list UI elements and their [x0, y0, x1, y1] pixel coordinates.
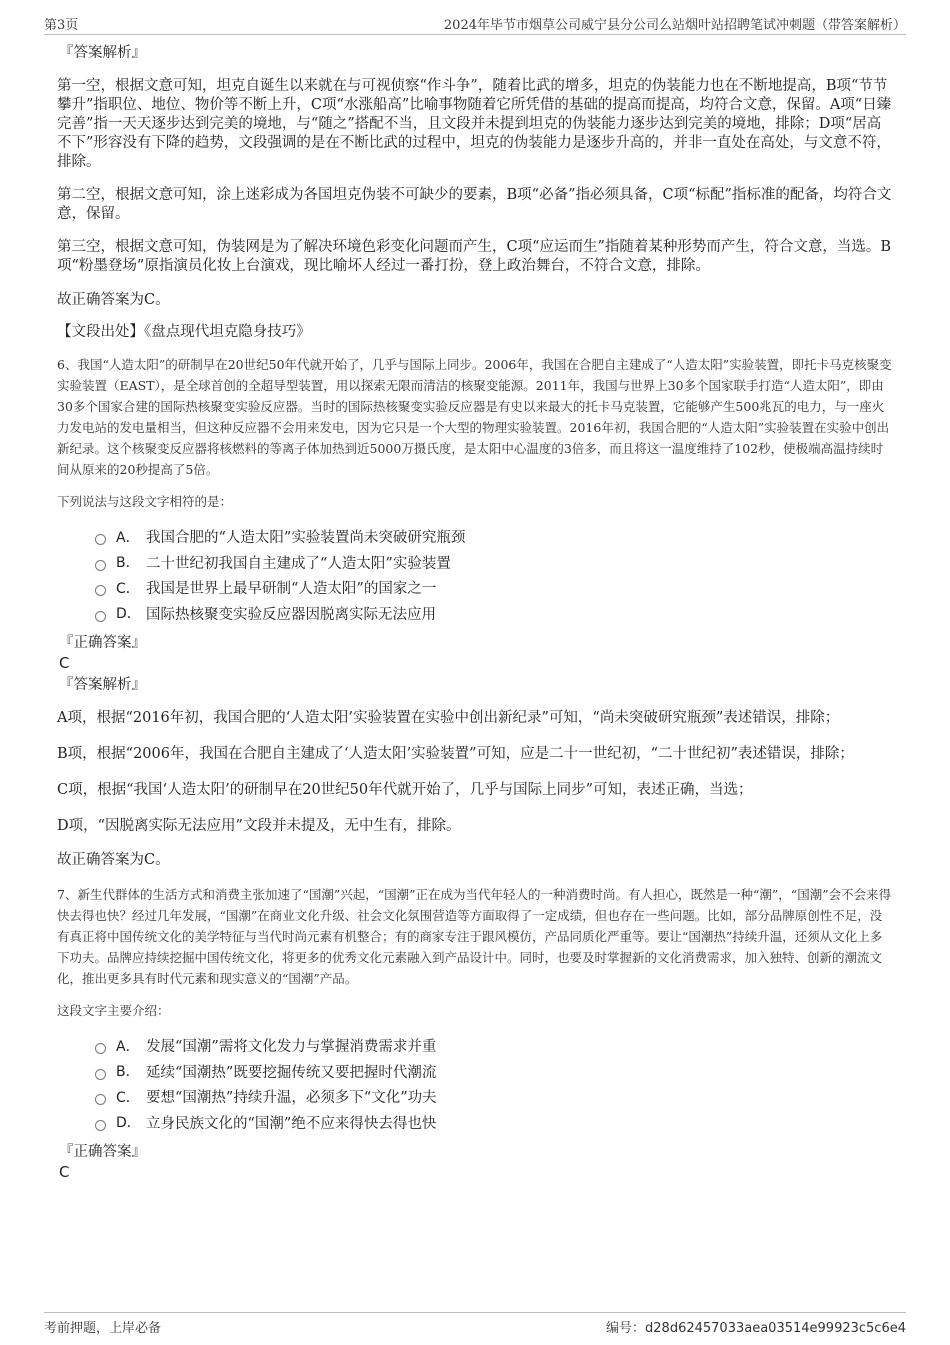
q6-passage: 6、我国“人造太阳”的研制早在20世纪50年代就开始了，几乎与国际上同步。2006年，我国在合肥自主建成了“人造太阳”实验装置，即托卡马克核聚变实验装置（EAST），是全球首创的全超导型装置，用以探索无限而清洁的核聚变能源。2011年，我国与世界上30多个国家联手打造“人造太阳”，即由30多个国家合建的国际热核聚变实验反应器。当时的国际热核聚变实验反应器是有史以来最大的托卡马克装置，它能够产生500兆瓦的电力，与一座火力发电站的发电量相当，但这种反应器不会用来发电，因为它只是一个大型的物理实验装置。2016年初，我国合肥的“人造太阳”实验装置在实验中创出新纪录。这个核聚变反应器将核燃料的等离子体加热到近5000万摄氏度，是太阳中心温度的3倍多，而且将这一温度维持了102秒，使极端高温持续时间从原来的20秒提高了5倍。	[57, 357, 892, 477]
q6-option-d[interactable]: D． 国际热核聚变实验反应器因脱离实际无法应用	[95, 601, 893, 627]
page-header	[44, 14, 906, 35]
radio-icon[interactable]	[95, 1069, 106, 1080]
q6-analysis-c: C项，根据“我国‘人造太阳’的研制早在20世纪50年代就开始了，几乎与国际上同步”可知，表述正确，当选；	[57, 782, 753, 798]
q5-analysis-p1: 第一空，根据文意可知，坦克自诞生以来就在与可视侦察“作斗争”，随着比武的增多，坦克的伪装能力也在不断地提高，B项“节节攀升”指职位、地位、物价等不断上升，C项“水涨船高”比喻事物随着它所凭借的基础的提高而提高，均符合文意，保留。A项“日臻完善”指一天天逐步达到完美的境地，与“随之”搭配不当，且文段并未提到坦克的伪装能力逐步达到完美的境地，排除；D项“居高不下”形容没有下降的趋势，文段强调的是在不断比武的过程中，坦克的伪装能力是逐步升高的，并非一直处在高处，与文意不符，排除。	[57, 78, 892, 170]
q5-conclusion: 故正确答案为C。	[57, 292, 170, 308]
q7-prompt: 这段文字主要介绍：	[57, 1003, 170, 1018]
q5-analysis-p2: 第二空，根据文意可知，涂上迷彩成为各国坦克伪装不可缺少的要素，B项“必备”指必须具备，C项“标配”指标准的配备，均符合文意，保留。	[57, 187, 892, 222]
radio-icon[interactable]	[95, 1120, 106, 1131]
q7-options	[95, 1033, 893, 1135]
footer-slogan: 考前押题，上岸必备	[44, 1321, 162, 1336]
q7-option-a[interactable]: A． 发展“国潮”需将文化发力与掌握消费需求并重	[95, 1033, 893, 1059]
footer-serial	[606, 1317, 906, 1336]
q6-answer-label: 『正确答案』	[59, 635, 146, 651]
q7-answer-label: 『正确答案』	[59, 1144, 146, 1160]
q6-conclusion: 故正确答案为C。	[57, 852, 170, 868]
document-title: 2024年毕节市烟草公司威宁县分公司么站烟叶站招聘笔试冲刺题（带答案解析）	[443, 18, 906, 33]
page-number: 第3页	[44, 18, 79, 33]
q5-analysis-p3: 第三空，根据文意可知，伪装网是为了解决环境色彩变化问题而产生，C项“应运而生”指随着某种形势而产生，符合文意，当选。B项“粉墨登场”原指演员化妆上台演戏，现比喻坏人经过一番打扮，登上政治舞台，不符合文意，排除。	[57, 239, 892, 274]
radio-icon[interactable]	[95, 534, 106, 545]
radio-icon[interactable]	[95, 1043, 106, 1054]
q6-analysis-a: A项，根据“2016年初，我国合肥的‘人造太阳’实验装置在实验中创出新纪录”可知，“尚未突破研究瓶颈”表述错误，排除；	[57, 710, 840, 726]
serial-label: 编号：	[606, 1321, 646, 1336]
radio-icon[interactable]	[95, 560, 106, 571]
radio-icon[interactable]	[95, 611, 106, 622]
q6-option-a[interactable]: A． 我国合肥的“人造太阳”实验装置尚未突破研究瓶颈	[95, 524, 893, 550]
page-content	[57, 42, 893, 1181]
q7-answer: C	[59, 1163, 70, 1181]
q6-analysis-d: D项，“因脱离实际无法应用”文段并未提及，无中生有，排除。	[57, 818, 461, 834]
page-footer	[44, 1312, 906, 1337]
q6-options	[95, 524, 893, 626]
radio-icon[interactable]	[95, 585, 106, 596]
serial-number: d28d62457033aea03514e99923c5c6e4	[645, 1321, 906, 1336]
q6-answer: C	[59, 654, 70, 672]
q6-analysis-label: 『答案解析』	[59, 677, 146, 693]
q5-source: 【文段出处】《盘点现代坦克隐身技巧》	[57, 324, 311, 340]
radio-icon[interactable]	[95, 1094, 106, 1105]
q7-option-d[interactable]: D． 立身民族文化的“国潮”绝不应来得快去得也快	[95, 1110, 893, 1136]
q7-option-b[interactable]: B． 延续“国潮热”既要挖掘传统又要把握时代潮流	[95, 1059, 893, 1085]
q6-option-b[interactable]: B． 二十世纪初我国自主建成了“人造太阳”实验装置	[95, 550, 893, 576]
q6-option-c[interactable]: C． 我国是世界上最早研制“人造太阳”的国家之一	[95, 575, 893, 601]
q7-passage: 7、新生代群体的生活方式和消费主张加速了“国潮”兴起，“国潮”正在成为当代年轻人的一种消费时尚。有人担心，既然是一种“潮”，“国潮”会不会来得快去得也快？经过几年发展，“国潮”在商业文化升级、社会文化氛围营造等方面取得了一定成绩，但也存在一些问题。比如，部分品牌原创性不足，没有真正将中国传统文化的美学特征与当代时尚元素有机整合；有的商家专注于跟风模仿，产品同质化严重等。要让“国潮热”持续升温，还须从文化上多下功夫。品牌应持续挖掘中国传统文化，将更多的优秀文化元素融入到产品设计中。同时，也要及时掌握新的文化消费需求，加入独特、创新的潮流文化，推出更多具有时代元素和现实意义的“国潮”产品。	[57, 887, 892, 986]
q6-analysis-b: B项，根据“2006年，我国在合肥自主建成了‘人造太阳’实验装置”可知，应是二十一世纪初，“二十世纪初”表述错误，排除；	[57, 746, 854, 762]
q6-prompt: 下列说法与这段文字相符的是：	[57, 494, 233, 509]
q7-option-c[interactable]: C． 要想“国潮热”持续升温，必须多下“文化”功夫	[95, 1084, 893, 1110]
q5-analysis-label: 『答案解析』	[59, 45, 146, 61]
